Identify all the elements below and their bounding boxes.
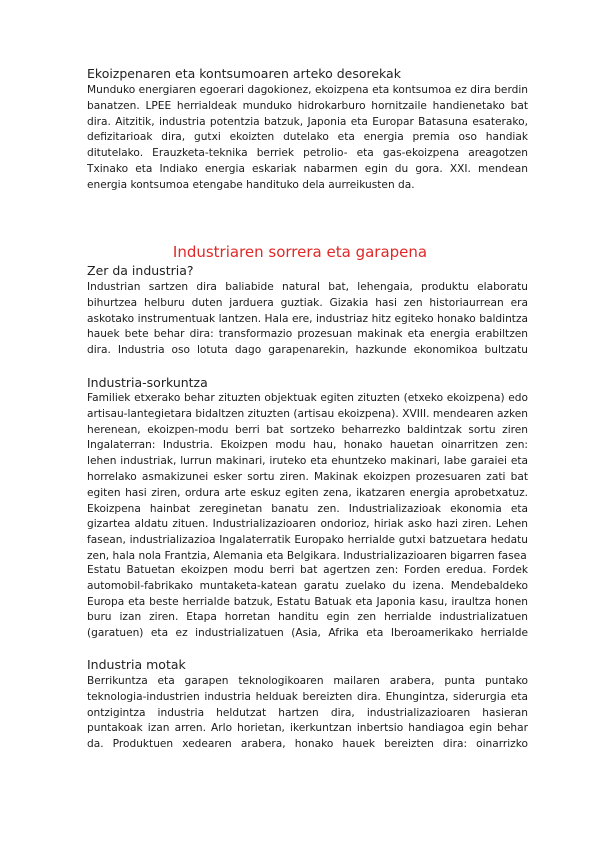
paragraph-types: Berrikuntza eta garapen teknologikoaren mailaren arabera, punta puntako teknologia-industrien industria helduak bereizten dira. Ehungintza, siderurgia eta ontzigintza industria heldutzat hartzen dira, industrializazioaren hasieran puntakoak izan arren. Arlo horietan, ikerkuntzan inbertsio handiagoa egin behar da. Produktuen xedearen arabera, honako hauek bereizten dira: oinarrizko <box>87 675 528 751</box>
page-title: Industriaren sorrera eta garapena <box>172 243 428 261</box>
section-heading-what-is: Zer da industria? <box>87 263 194 278</box>
section-heading-imbalance: Ekoizpenaren eta kontsumoaren arteko desorekak <box>87 66 401 81</box>
section-heading-origin: Industria-sorkuntza <box>87 375 208 390</box>
paragraph-origin-2: Estatu Batuetan ekoizpen modu berri bat agertzen zen: Forden eredua. Fordek automobil-fabrikako muntaketa-katean garatu zuelako du izena. Mendebaldeko Europa eta beste herrialde batzuk, Estatu Batuak eta Japonia kasu, iraultza honen buru izan ziren. Etapa horretan handitu egin zen herrialde industrializatuen (garatuen) eta ez industrializatuen (Asia, Afrika eta Iberoamerikako herrialde <box>87 564 528 640</box>
paragraph-origin-1: Familiek etxerako behar zituzten objektuak egiten zituzten (etxeko ekoizpena) edo artisau-lantegietara bidaltzen zituzten (artisau ekoizpena). XVIII. mendearen azken herenean, ekoizpen-modu berri bat sortzeko beharrezko baldintzak sortu ziren Ingalaterran: Industria. Ekoizpen modu hau, honako hauetan oinarritzen zen: lehen industriak, lurrun makinari, iruteko eta ehuntzeko makinari, labe garaiei eta horrelako asmakizunei esker sortu ziren. Makinak ekoizpen prozesuaren zati bat egiten hasi ziren, ordura arte eskuz egiten zena, ikatzaren energia aprobetxatuz. Ekoizpena hainbat zereginetan banatu zen. Industrializazioak ekonomia eta gizartea aldatu zituen. Industrializazioaren ondorioz, hiriak asko hazi ziren. Lehen fasean, industrializazioa Ingalaterratik Europako herrialde gutxi batzuetara hedatu zen, hala nola Frantzia, Alemania eta Belgikara. Industrializazioaren bigarren fasea <box>87 392 528 562</box>
section-heading-types: Industria motak <box>87 657 186 672</box>
paragraph-what-is: Industrian sartzen dira baliabide natural bat, lehengaia, produktu elaboratu bihurtzea helburu duten jarduera guztiak. Gizakia hasi zen historiaurrean era askotako instrumentuak lantzen. Hala ere, industriaz hitz egiteko honako baldintza hauek bete behar dira: transformazio prozesuan makinak eta energia erabiltzen dira. Industria oso lotuta dago garapenarekin, hazkunde ekonomikoa bultzatu <box>87 281 528 357</box>
paragraph-imbalance-2: Txinako eta Indiako energia eskariak nabarmen egin du gora. XXI. mendean energia kontsumoa etengabe handituko dela aurreikusten da. <box>87 163 528 191</box>
paragraph-imbalance-1: Munduko energiaren egoerari dagokionez, ekoizpena eta kontsumoa ez dira berdin banatzen. LPEE herrialdeak munduko hidrokarburo hornitzaile handienetako bat dira. Aitzitik, industria potentzia batzuk, Japonia eta Europar Batasuna esaterako, defizitarioak dira, gutxi ekoizten dutelako eta energia premia oso handiak ditutelako. Erauzketa-teknika berriek petrolio- eta gas-ekoizpena areagotzen <box>87 84 528 160</box>
